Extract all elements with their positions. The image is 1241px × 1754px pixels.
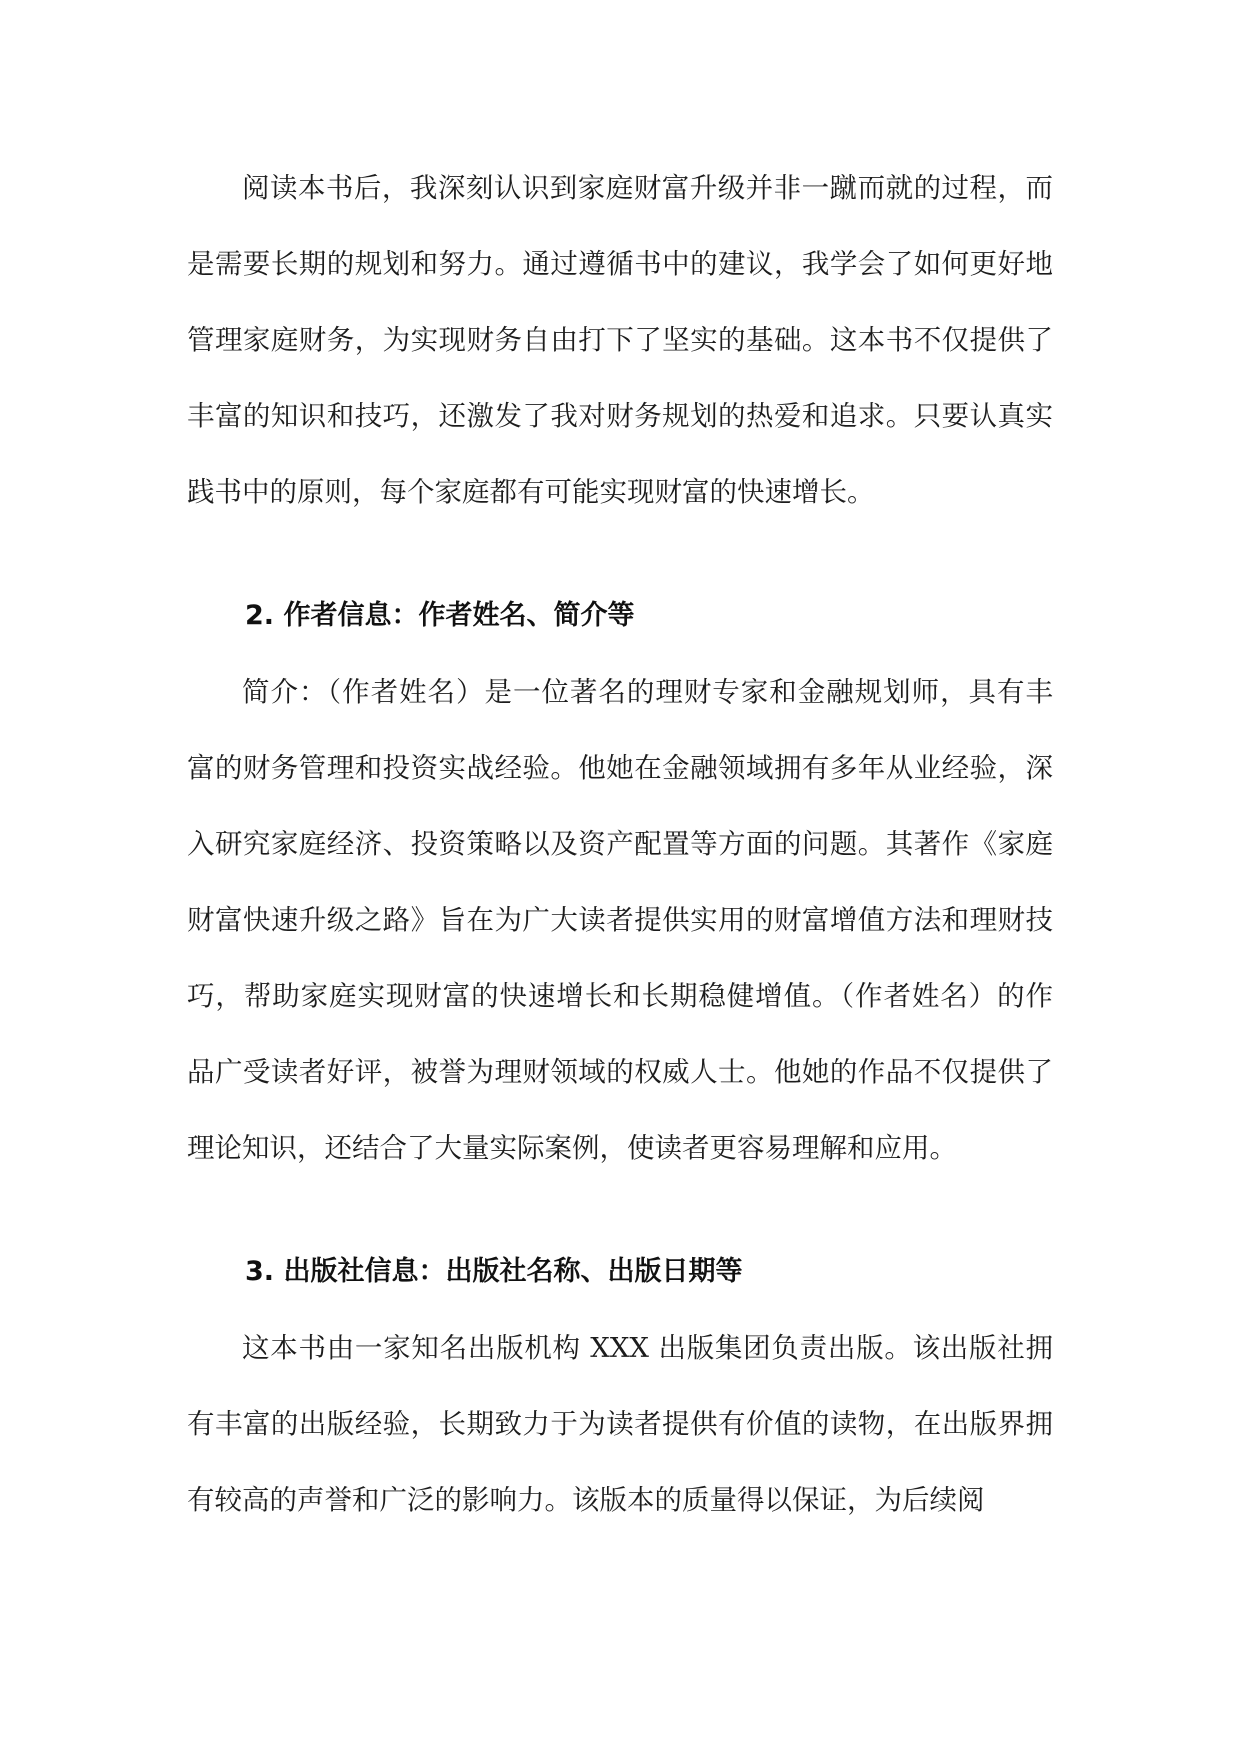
section-gap [187, 1186, 1053, 1234]
paragraph-author-intro: 简介：（作者姓名）是一位著名的理财专家和金融规划师，具有丰富的财务管理和投资实战经验。他她在金融领域拥有多年从业经验，深入研究家庭经济、投资策略以及资产配置等方面的问题。其著作《家庭财富快速升级之路》旨在为广大读者提供实用的财富增值方法和理财技巧，帮助家庭实现财富的快速增长和长期稳健增值。（作者姓名）的作品广受读者好评，被誉为理财领域的权威人士。他她的作品不仅提供了理论知识，还结合了大量实际案例，使读者更容易理解和应用。 [187, 676, 1053, 1164]
paragraph-publisher-intro: 这本书由一家知名出版机构 XXX 出版集团负责出版。该出版社拥有丰富的出版经验，长期致力于为读者提供有价值的读物，在出版界拥有较高的声誉和广泛的影响力。该版本的质量得以保证，为后续阅 [187, 1332, 1053, 1516]
document-body [187, 150, 1053, 1538]
section-heading-publisher-info: 3. 出版社信息：出版社名称、出版日期等 [245, 1256, 743, 1287]
paragraph-reading-reflection: 阅读本书后，我深刻认识到家庭财富升级并非一蹴而就的过程，而是需要长期的规划和努力。通过遵循书中的建议，我学会了如何更好地管理家庭财务，为实现财务自由打下了坚实的基础。这本书不仅提供了丰富的知识和技巧，还激发了我对财务规划的热爱和追求。只要认真实践书中的原则，每个家庭都有可能实现财富的快速增长。 [187, 172, 1053, 508]
section-gap [187, 530, 1053, 578]
section-heading-author-info: 2. 作者信息：作者姓名、简介等 [245, 600, 635, 631]
